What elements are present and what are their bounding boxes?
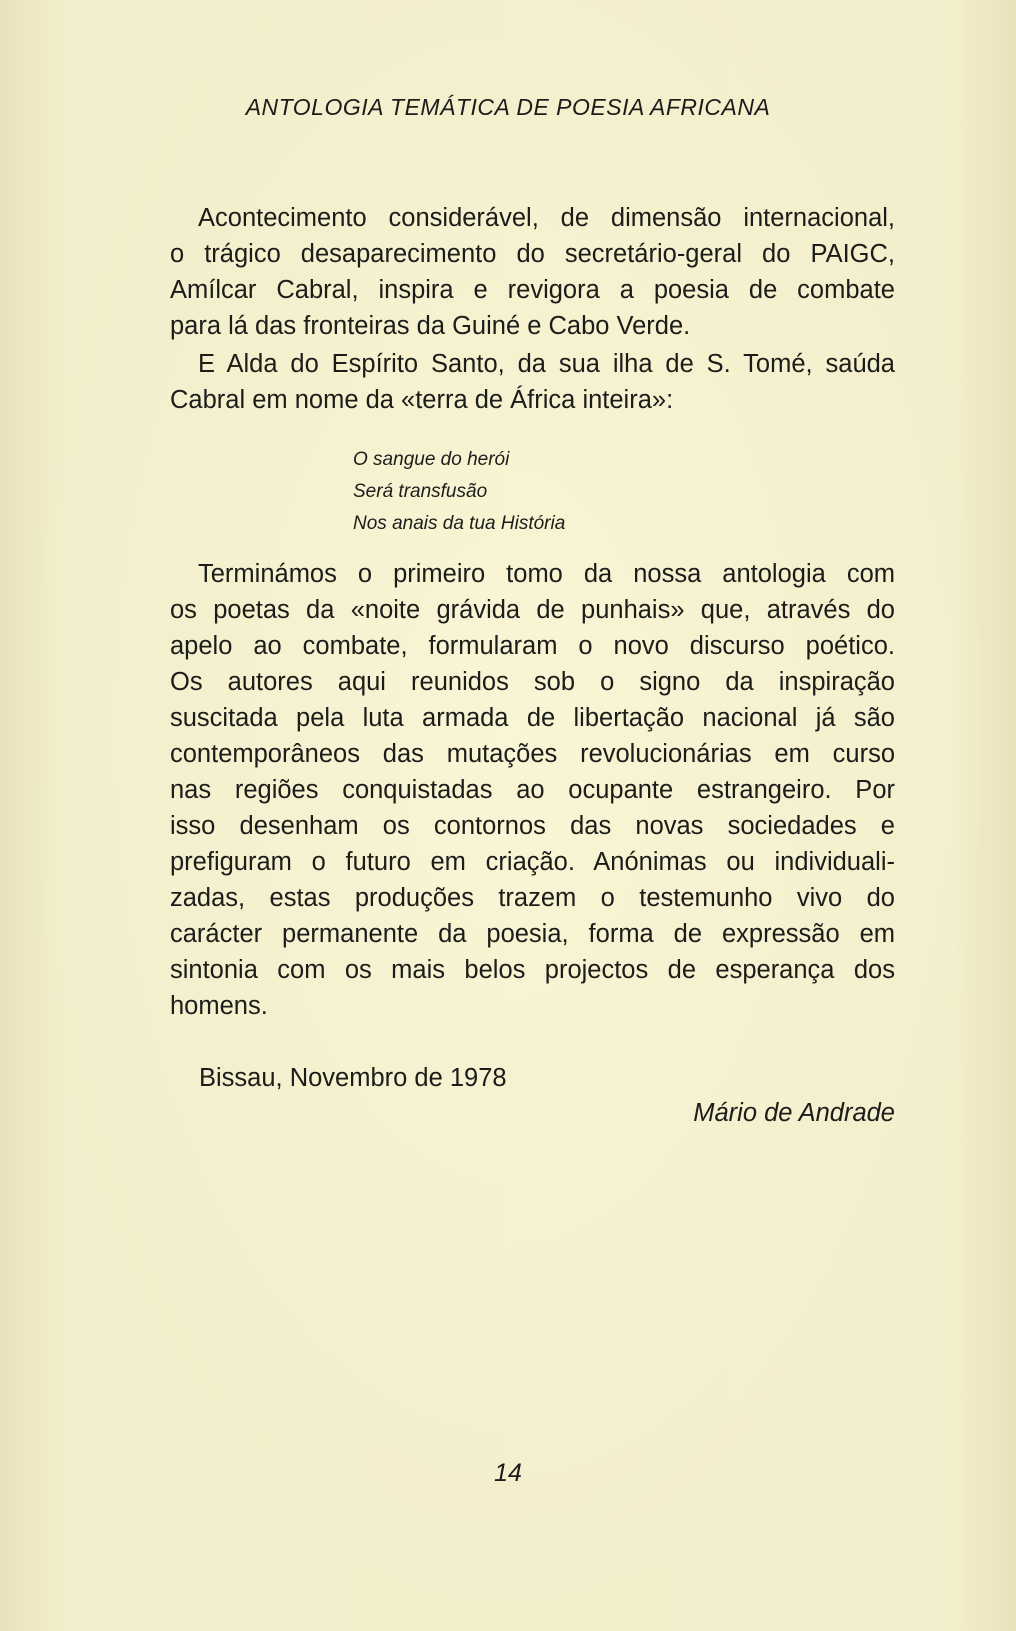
paragraph-3 <box>170 556 895 1024</box>
text-line: Terminámos o primeiro tomo da nossa antologia com <box>198 560 895 588</box>
poem-line: Será transfusão <box>353 481 488 502</box>
author-signature: Mário de Andrade <box>693 1099 895 1127</box>
paragraph-1 <box>170 200 895 344</box>
text-line: Cabral em nome da «terra de África inteira»: <box>170 386 674 414</box>
text-line: contemporâneos das mutações revolucionárias em curso <box>170 740 895 768</box>
poem-line: O sangue do herói <box>353 449 510 470</box>
running-head: ANTOLOGIA TEMÁTICA DE POESIA AFRICANA <box>245 94 771 120</box>
text-line: nas regiões conquistadas ao ocupante estrangeiro. Por <box>170 776 895 804</box>
text-line: E Alda do Espírito Santo, da sua ilha de S. Tomé, saúda <box>198 350 895 378</box>
poem-line: Nos anais da tua História <box>353 513 566 534</box>
text-line: isso desenham os contornos das novas sociedades e <box>170 812 895 840</box>
poem-quote <box>353 444 565 540</box>
paragraph-2 <box>170 346 895 418</box>
text-line: homens. <box>170 992 268 1020</box>
text-line: Os autores aqui reunidos sob o signo da inspiração <box>170 668 895 696</box>
text-line: zadas, estas produções trazem o testemunho vivo do <box>170 884 895 912</box>
text-line: carácter permanente da poesia, forma de expressão em <box>170 920 895 948</box>
text-line: sintonia com os mais belos projectos de esperança dos <box>170 956 895 984</box>
text-line: suscitada pela luta armada de libertação nacional já são <box>170 704 895 732</box>
text-line: prefiguram o futuro em criação. Anónimas ou individuali- <box>170 848 895 876</box>
text-line: apelo ao combate, formularam o novo discurso poético. <box>170 632 895 660</box>
text-line: Acontecimento considerável, de dimensão internacional, <box>198 204 895 232</box>
text-line: o trágico desaparecimento do secretário-geral do PAIGC, <box>170 240 895 268</box>
text-line: para lá das fronteiras da Guiné e Cabo Verde. <box>170 312 691 340</box>
text-line: os poetas da «noite grávida de punhais» que, através do <box>170 596 895 624</box>
place-date: Bissau, Novembro de 1978 <box>199 1064 507 1092</box>
text-line: Amílcar Cabral, inspira e revigora a poesia de combate <box>170 276 895 304</box>
page-number: 14 <box>494 1459 522 1487</box>
